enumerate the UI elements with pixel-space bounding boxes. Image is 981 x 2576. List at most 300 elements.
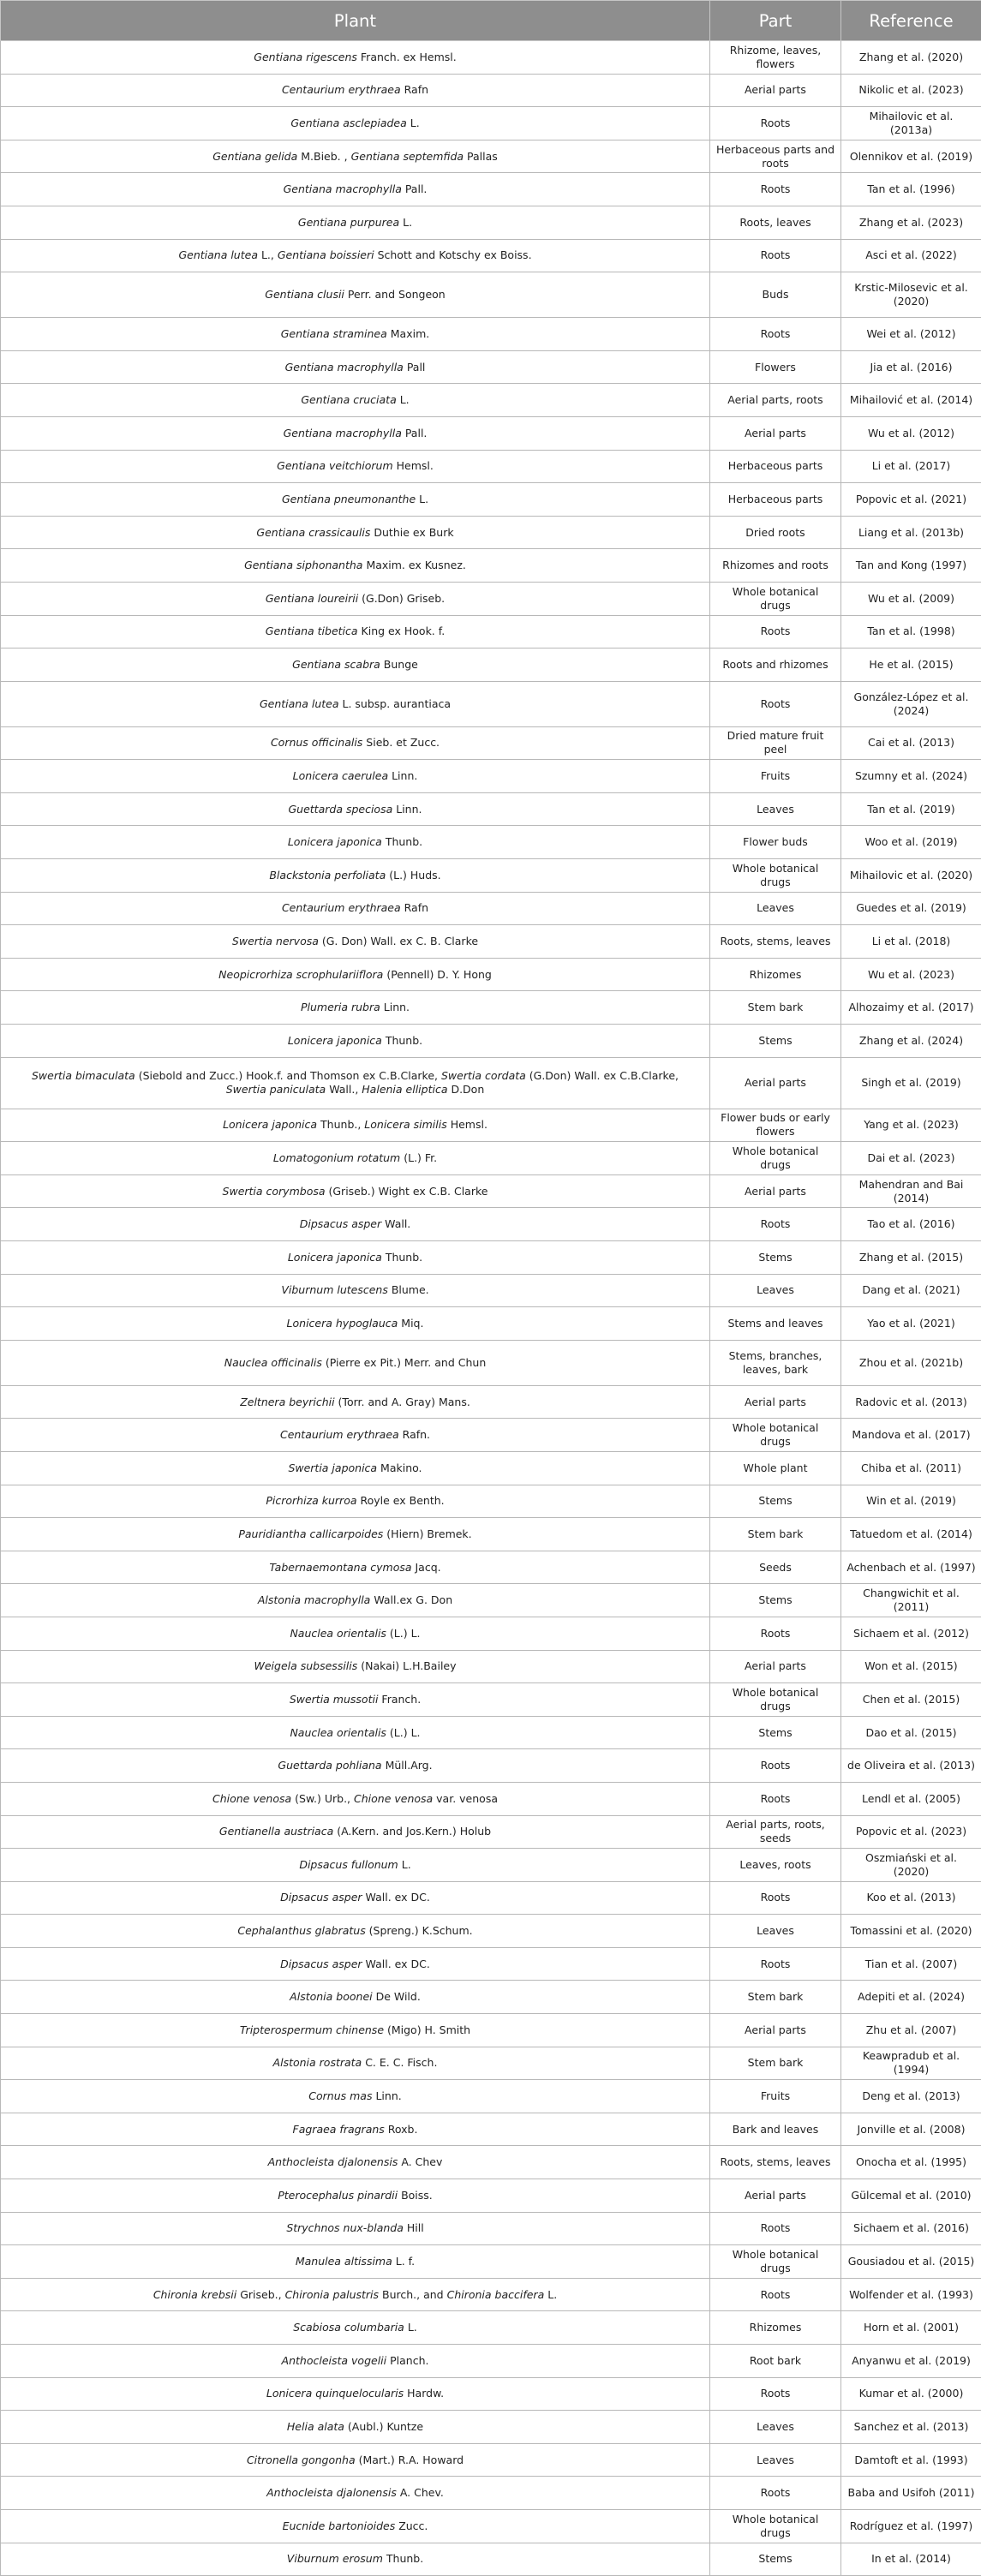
part-cell: Fruits xyxy=(710,760,841,793)
plant-cell: Cornus officinalis Sieb. et Zucc. xyxy=(1,726,710,760)
part-cell: Stems, branches, leaves, bark xyxy=(710,1340,841,1385)
part-cell: Roots xyxy=(710,1947,841,1981)
part-cell: Roots xyxy=(710,1617,841,1650)
part-cell: Flower buds or early flowers xyxy=(710,1109,841,1142)
reference-cell: Wu et al. (2009) xyxy=(841,582,981,615)
reference-cell: In et al. (2014) xyxy=(841,2543,981,2576)
table-row xyxy=(1,1915,981,1948)
table-row xyxy=(1,1057,981,1109)
table-row xyxy=(1,239,981,272)
part-cell: Aerial parts xyxy=(710,2014,841,2047)
reference-cell: Gülcemal et al. (2010) xyxy=(841,2179,981,2213)
reference-cell: Lendl et al. (2005) xyxy=(841,1782,981,1815)
reference-cell: Mihailovic et al. (2013a) xyxy=(841,107,981,140)
table-row xyxy=(1,1419,981,1452)
table-row xyxy=(1,681,981,726)
plant-cell: Gentiana pneumonanthe L. xyxy=(1,483,710,517)
reference-cell: He et al. (2015) xyxy=(841,648,981,682)
part-cell: Roots xyxy=(710,107,841,140)
table-row xyxy=(1,416,981,450)
part-cell: Aerial parts xyxy=(710,74,841,107)
reference-cell: Horn et al. (2001) xyxy=(841,2311,981,2345)
table-row xyxy=(1,41,981,75)
table-row xyxy=(1,1981,981,2014)
plant-cell: Gentiana clusii Perr. and Songeon xyxy=(1,272,710,318)
table-row xyxy=(1,1307,981,1341)
table-row xyxy=(1,318,981,351)
plant-cell: Pauridiantha callicarpoides (Hiern) Bremek. xyxy=(1,1518,710,1551)
reference-cell: de Oliveira et al. (2013) xyxy=(841,1749,981,1783)
column-header-part: Part xyxy=(710,1,841,41)
part-cell: Roots xyxy=(710,2377,841,2411)
part-cell: Stem bark xyxy=(710,991,841,1025)
reference-cell: Tan et al. (2019) xyxy=(841,792,981,826)
part-cell: Stems xyxy=(710,1241,841,1275)
table-row xyxy=(1,1025,981,1058)
part-cell: Leaves, roots xyxy=(710,1849,841,1882)
table-row xyxy=(1,925,981,959)
table-row xyxy=(1,2245,981,2279)
table-row xyxy=(1,2212,981,2245)
plant-cell: Anthocleista djalonensis A. Chev xyxy=(1,2146,710,2179)
plant-cell: Gentiana crassicaulis Duthie ex Burk xyxy=(1,516,710,549)
plant-cell: Lonicera japonica Thunb. xyxy=(1,1025,710,1058)
table-row xyxy=(1,2113,981,2146)
plant-cell: Gentiana straminea Maxim. xyxy=(1,318,710,351)
reference-cell: Yao et al. (2021) xyxy=(841,1307,981,1341)
reference-cell: Olennikov et al. (2019) xyxy=(841,140,981,173)
reference-cell: Li et al. (2017) xyxy=(841,450,981,483)
table-row xyxy=(1,1551,981,1584)
table-row xyxy=(1,1947,981,1981)
part-cell: Aerial parts xyxy=(710,1385,841,1419)
reference-cell: Tan et al. (1996) xyxy=(841,173,981,206)
table-row xyxy=(1,1241,981,1275)
plant-cell: Gentiana gelida M.Bieb. , Gentiana septemfida Pallas xyxy=(1,140,710,173)
plant-cell: Strychnos nux-blanda Hill xyxy=(1,2212,710,2245)
plant-cell: Weigela subsessilis (Nakai) L.H.Bailey xyxy=(1,1650,710,1683)
table-row xyxy=(1,384,981,417)
part-cell: Whole botanical drugs xyxy=(710,2509,841,2543)
part-cell: Whole botanical drugs xyxy=(710,1142,841,1175)
reference-cell: Cai et al. (2013) xyxy=(841,726,981,760)
reference-cell: Sanchez et al. (2013) xyxy=(841,2411,981,2444)
plant-cell: Gentiana lutea L., Gentiana boissieri Schott and Kotschy ex Boiss. xyxy=(1,239,710,272)
reference-cell: Baba and Usifoh (2011) xyxy=(841,2477,981,2510)
table-row xyxy=(1,1716,981,1749)
plant-cell: Lonicera japonica Thunb. xyxy=(1,826,710,859)
table-row xyxy=(1,1584,981,1617)
plant-cell: Viburnum erosum Thunb. xyxy=(1,2543,710,2576)
plant-cell: Dipsacus fullonum L. xyxy=(1,1849,710,1882)
table-row xyxy=(1,2477,981,2510)
table-row xyxy=(1,2080,981,2113)
reference-cell: Mihailović et al. (2014) xyxy=(841,384,981,417)
plant-cell: Fagraea fragrans Roxb. xyxy=(1,2113,710,2146)
table-row xyxy=(1,991,981,1025)
plant-cell: Plumeria rubra Linn. xyxy=(1,991,710,1025)
column-header-reference: Reference xyxy=(841,1,981,41)
plant-cell: Cornus mas Linn. xyxy=(1,2080,710,2113)
reference-cell: Zhu et al. (2007) xyxy=(841,2014,981,2047)
table-row xyxy=(1,2014,981,2047)
part-cell: Rhizome, leaves, flowers xyxy=(710,41,841,75)
reference-cell: Mandova et al. (2017) xyxy=(841,1419,981,1452)
part-cell: Roots, stems, leaves xyxy=(710,2146,841,2179)
reference-cell: Yang et al. (2023) xyxy=(841,1109,981,1142)
plant-cell: Dipsacus asper Wall. xyxy=(1,1208,710,1241)
reference-cell: Guedes et al. (2019) xyxy=(841,892,981,925)
part-cell: Stem bark xyxy=(710,1518,841,1551)
plant-cell: Gentianella austriaca (A.Kern. and Jos.Kern.) Holub xyxy=(1,1815,710,1849)
table-row xyxy=(1,516,981,549)
table-row xyxy=(1,2311,981,2345)
table-row xyxy=(1,859,981,893)
table-row xyxy=(1,2047,981,2080)
table-row xyxy=(1,1782,981,1815)
reference-cell: Sichaem et al. (2016) xyxy=(841,2212,981,2245)
reference-cell: Tao et al. (2016) xyxy=(841,1208,981,1241)
plant-cell: Lonicera japonica Thunb. xyxy=(1,1241,710,1275)
reference-cell: Tian et al. (2007) xyxy=(841,1947,981,1981)
plant-cell: Guettarda pohliana Müll.Arg. xyxy=(1,1749,710,1783)
table-row xyxy=(1,173,981,206)
table-row xyxy=(1,582,981,615)
reference-cell: Woo et al. (2019) xyxy=(841,826,981,859)
part-cell: Stem bark xyxy=(710,2047,841,2080)
reference-cell: Wu et al. (2012) xyxy=(841,416,981,450)
reference-cell: Liang et al. (2013b) xyxy=(841,516,981,549)
part-cell: Roots and rhizomes xyxy=(710,648,841,682)
table-row xyxy=(1,1849,981,1882)
plant-cell: Zeltnera beyrichii (Torr. and A. Gray) Mans. xyxy=(1,1385,710,1419)
reference-cell: Wu et al. (2023) xyxy=(841,958,981,991)
plant-cell: Swertia mussotii Franch. xyxy=(1,1683,710,1717)
plant-cell: Alstonia rostrata C. E. C. Fisch. xyxy=(1,2047,710,2080)
table-row xyxy=(1,1142,981,1175)
table-row xyxy=(1,272,981,318)
part-cell: Roots xyxy=(710,2212,841,2245)
table-row xyxy=(1,350,981,384)
plant-cell: Alstonia boonei De Wild. xyxy=(1,1981,710,2014)
part-cell: Rhizomes xyxy=(710,958,841,991)
plant-cell: Nauclea officinalis (Pierre ex Pit.) Merr. and Chun xyxy=(1,1340,710,1385)
reference-cell: Chen et al. (2015) xyxy=(841,1683,981,1717)
part-cell: Aerial parts xyxy=(710,2179,841,2213)
reference-cell: Won et al. (2015) xyxy=(841,1650,981,1683)
table-row xyxy=(1,615,981,648)
table-row xyxy=(1,2146,981,2179)
table-row xyxy=(1,792,981,826)
table-row xyxy=(1,140,981,173)
table-row xyxy=(1,1340,981,1385)
plant-cell: Guettarda speciosa Linn. xyxy=(1,792,710,826)
table-row xyxy=(1,206,981,239)
reference-cell: Deng et al. (2013) xyxy=(841,2080,981,2113)
reference-cell: Jonville et al. (2008) xyxy=(841,2113,981,2146)
plant-cell: Picrorhiza kurroa Royle ex Benth. xyxy=(1,1485,710,1518)
reference-cell: Wolfender et al. (1993) xyxy=(841,2278,981,2311)
plant-cell: Scabiosa columbaria L. xyxy=(1,2311,710,2345)
part-cell: Seeds xyxy=(710,1551,841,1584)
table-row xyxy=(1,826,981,859)
reference-cell: Onocha et al. (1995) xyxy=(841,2146,981,2179)
part-cell: Fruits xyxy=(710,2080,841,2113)
plant-cell: Cephalanthus glabratus (Spreng.) K.Schum. xyxy=(1,1915,710,1948)
part-cell: Dried mature fruit peel xyxy=(710,726,841,760)
part-cell: Stems xyxy=(710,1025,841,1058)
plant-cell: Nauclea orientalis (L.) L. xyxy=(1,1716,710,1749)
table-row xyxy=(1,648,981,682)
plant-cell: Gentiana macrophylla Pall. xyxy=(1,416,710,450)
plant-cell: Lonicera caerulea Linn. xyxy=(1,760,710,793)
reference-cell: Zhang et al. (2015) xyxy=(841,1241,981,1275)
reference-cell: Tomassini et al. (2020) xyxy=(841,1915,981,1948)
plant-cell: Gentiana tibetica King ex Hook. f. xyxy=(1,615,710,648)
plant-cell: Dipsacus asper Wall. ex DC. xyxy=(1,1947,710,1981)
table-row xyxy=(1,760,981,793)
plant-cell: Anthocleista djalonensis A. Chev. xyxy=(1,2477,710,2510)
part-cell: Dried roots xyxy=(710,516,841,549)
table-row xyxy=(1,2179,981,2213)
table-row xyxy=(1,1385,981,1419)
part-cell: Roots xyxy=(710,2477,841,2510)
table-row xyxy=(1,74,981,107)
plant-cell: Tabernaemontana cymosa Jacq. xyxy=(1,1551,710,1584)
reference-cell: Win et al. (2019) xyxy=(841,1485,981,1518)
part-cell: Roots, stems, leaves xyxy=(710,925,841,959)
part-cell: Leaves xyxy=(710,792,841,826)
reference-cell: Asci et al. (2022) xyxy=(841,239,981,272)
plant-cell: Manulea altissima L. f. xyxy=(1,2245,710,2279)
part-cell: Rhizomes xyxy=(710,2311,841,2345)
table-row xyxy=(1,1617,981,1650)
part-cell: Whole botanical drugs xyxy=(710,582,841,615)
plant-cell: Anthocleista vogelii Planch. xyxy=(1,2345,710,2378)
table-row xyxy=(1,2345,981,2378)
part-cell: Herbaceous parts xyxy=(710,450,841,483)
plant-cell: Gentiana asclepiadea L. xyxy=(1,107,710,140)
part-cell: Leaves xyxy=(710,2443,841,2477)
reference-cell: Dang et al. (2021) xyxy=(841,1274,981,1307)
part-cell: Aerial parts, roots, seeds xyxy=(710,1815,841,1849)
reference-cell: Rodríguez et al. (1997) xyxy=(841,2509,981,2543)
reference-cell: Zhang et al. (2023) xyxy=(841,206,981,239)
table-row xyxy=(1,1683,981,1717)
plant-cell: Blackstonia perfoliata (L.) Huds. xyxy=(1,859,710,893)
table-row xyxy=(1,958,981,991)
reference-cell: Popovic et al. (2023) xyxy=(841,1815,981,1849)
part-cell: Stems xyxy=(710,1485,841,1518)
reference-cell: Zhang et al. (2020) xyxy=(841,41,981,75)
reference-cell: Koo et al. (2013) xyxy=(841,1881,981,1915)
part-cell: Aerial parts xyxy=(710,1650,841,1683)
reference-cell: Krstic-Milosevic et al. (2020) xyxy=(841,272,981,318)
reference-cell: Keawpradub et al. (1994) xyxy=(841,2047,981,2080)
reference-cell: Chiba et al. (2011) xyxy=(841,1451,981,1485)
reference-cell: Achenbach et al. (1997) xyxy=(841,1551,981,1584)
plant-cell: Nauclea orientalis (L.) L. xyxy=(1,1617,710,1650)
plant-cell: Gentiana scabra Bunge xyxy=(1,648,710,682)
table-row xyxy=(1,107,981,140)
part-cell: Whole botanical drugs xyxy=(710,1683,841,1717)
plant-cell: Tripterospermum chinense (Migo) H. Smith xyxy=(1,2014,710,2047)
part-cell: Roots xyxy=(710,1208,841,1241)
reference-cell: Singh et al. (2019) xyxy=(841,1057,981,1109)
reference-cell: Changwichit et al. (2011) xyxy=(841,1584,981,1617)
plant-cell: Helia alata (Aubl.) Kuntze xyxy=(1,2411,710,2444)
table-row xyxy=(1,1451,981,1485)
table-body xyxy=(1,41,981,2576)
plant-cell: Pterocephalus pinardii Boiss. xyxy=(1,2179,710,2213)
part-cell: Root bark xyxy=(710,2345,841,2378)
table-row xyxy=(1,450,981,483)
reference-cell: Radovic et al. (2013) xyxy=(841,1385,981,1419)
part-cell: Stems xyxy=(710,2543,841,2576)
plant-cell: Swertia nervosa (G. Don) Wall. ex C. B. Clarke xyxy=(1,925,710,959)
plant-cell: Chione venosa (Sw.) Urb., Chione venosa var. venosa xyxy=(1,1782,710,1815)
plant-cell: Swertia bimaculata (Siebold and Zucc.) Hook.f. and Thomson ex C.B.Clarke, Swertia cordata (G.Don) Wall. ex C.B.Clarke, Swertia paniculata Wall., Halenia elliptica D.Don xyxy=(1,1057,710,1109)
table-row xyxy=(1,1749,981,1783)
part-cell: Roots xyxy=(710,173,841,206)
plant-cell: Centaurium erythraea Rafn. xyxy=(1,1419,710,1452)
reference-cell: Szumny et al. (2024) xyxy=(841,760,981,793)
reference-cell: Damtoft et al. (1993) xyxy=(841,2443,981,2477)
part-cell: Whole plant xyxy=(710,1451,841,1485)
part-cell: Whole botanical drugs xyxy=(710,2245,841,2279)
column-header-plant: Plant xyxy=(1,1,710,41)
reference-cell: Oszmiański et al. (2020) xyxy=(841,1849,981,1882)
plant-cell: Lonicera quinquelocularis Hardw. xyxy=(1,2377,710,2411)
table-row xyxy=(1,2278,981,2311)
part-cell: Rhizomes and roots xyxy=(710,549,841,583)
table-header-row xyxy=(1,1,981,41)
part-cell: Aerial parts xyxy=(710,416,841,450)
plant-cell: Dipsacus asper Wall. ex DC. xyxy=(1,1881,710,1915)
table-row xyxy=(1,2377,981,2411)
reference-cell: Tan et al. (1998) xyxy=(841,615,981,648)
plant-cell: Gentiana loureirii (G.Don) Griseb. xyxy=(1,582,710,615)
table-row xyxy=(1,483,981,517)
part-cell: Herbaceous parts and roots xyxy=(710,140,841,173)
table-row xyxy=(1,1274,981,1307)
part-cell: Flower buds xyxy=(710,826,841,859)
part-cell: Roots xyxy=(710,681,841,726)
reference-cell: Dao et al. (2015) xyxy=(841,1716,981,1749)
plant-cell: Lomatogonium rotatum (L.) Fr. xyxy=(1,1142,710,1175)
reference-cell: Nikolic et al. (2023) xyxy=(841,74,981,107)
plant-cell: Alstonia macrophylla Wall.ex G. Don xyxy=(1,1584,710,1617)
reference-cell: Mihailovic et al. (2020) xyxy=(841,859,981,893)
part-cell: Aerial parts xyxy=(710,1174,841,1208)
part-cell: Leaves xyxy=(710,1915,841,1948)
table-row xyxy=(1,2543,981,2576)
table-row xyxy=(1,1109,981,1142)
part-cell: Roots xyxy=(710,615,841,648)
part-cell: Roots xyxy=(710,1749,841,1783)
reference-cell: Anyanwu et al. (2019) xyxy=(841,2345,981,2378)
part-cell: Aerial parts xyxy=(710,1057,841,1109)
plant-cell: Lonicera hypoglauca Miq. xyxy=(1,1307,710,1341)
table-row xyxy=(1,726,981,760)
part-cell: Buds xyxy=(710,272,841,318)
reference-cell: Zhang et al. (2024) xyxy=(841,1025,981,1058)
table-row xyxy=(1,892,981,925)
reference-cell: Dai et al. (2023) xyxy=(841,1142,981,1175)
reference-cell: Li et al. (2018) xyxy=(841,925,981,959)
reference-cell: Jia et al. (2016) xyxy=(841,350,981,384)
part-cell: Stems xyxy=(710,1584,841,1617)
table-row xyxy=(1,1208,981,1241)
plant-cell: Gentiana macrophylla Pall. xyxy=(1,173,710,206)
plant-cell: Gentiana siphonantha Maxim. ex Kusnez. xyxy=(1,549,710,583)
part-cell: Roots xyxy=(710,239,841,272)
plant-cell: Swertia corymbosa (Griseb.) Wight ex C.B. Clarke xyxy=(1,1174,710,1208)
part-cell: Aerial parts, roots xyxy=(710,384,841,417)
table-row xyxy=(1,549,981,583)
plant-cell: Gentiana macrophylla Pall xyxy=(1,350,710,384)
table-row xyxy=(1,1518,981,1551)
plant-cell: Centaurium erythraea Rafn xyxy=(1,892,710,925)
table-row xyxy=(1,1881,981,1915)
plant-cell: Citronella gongonha (Mart.) R.A. Howard xyxy=(1,2443,710,2477)
part-cell: Leaves xyxy=(710,892,841,925)
reference-cell: Wei et al. (2012) xyxy=(841,318,981,351)
reference-cell: Gousiadou et al. (2015) xyxy=(841,2245,981,2279)
reference-cell: Popovic et al. (2021) xyxy=(841,483,981,517)
plant-cell: Gentiana rigescens Franch. ex Hemsl. xyxy=(1,41,710,75)
plant-cell: Neopicrorhiza scrophulariiflora (Pennell) D. Y. Hong xyxy=(1,958,710,991)
part-cell: Flowers xyxy=(710,350,841,384)
reference-cell: Mahendran and Bai (2014) xyxy=(841,1174,981,1208)
part-cell: Roots xyxy=(710,318,841,351)
part-cell: Whole botanical drugs xyxy=(710,859,841,893)
plant-cell: Swertia japonica Makino. xyxy=(1,1451,710,1485)
part-cell: Leaves xyxy=(710,2411,841,2444)
table-row xyxy=(1,2411,981,2444)
plant-cell: Gentiana lutea L. subsp. aurantiaca xyxy=(1,681,710,726)
table-row xyxy=(1,2443,981,2477)
part-cell: Stems and leaves xyxy=(710,1307,841,1341)
reference-cell: Tan and Kong (1997) xyxy=(841,549,981,583)
plant-cell: Gentiana cruciata L. xyxy=(1,384,710,417)
part-cell: Stem bark xyxy=(710,1981,841,2014)
reference-cell: Kumar et al. (2000) xyxy=(841,2377,981,2411)
reference-cell: Sichaem et al. (2012) xyxy=(841,1617,981,1650)
table-row xyxy=(1,1485,981,1518)
reference-cell: Tatuedom et al. (2014) xyxy=(841,1518,981,1551)
table-row xyxy=(1,2509,981,2543)
part-cell: Roots xyxy=(710,2278,841,2311)
part-cell: Stems xyxy=(710,1716,841,1749)
reference-cell: Alhozaimy et al. (2017) xyxy=(841,991,981,1025)
part-cell: Leaves xyxy=(710,1274,841,1307)
part-cell: Herbaceous parts xyxy=(710,483,841,517)
reference-cell: González-López et al. (2024) xyxy=(841,681,981,726)
part-cell: Roots xyxy=(710,1782,841,1815)
plant-cell: Centaurium erythraea Rafn xyxy=(1,74,710,107)
part-cell: Roots xyxy=(710,1881,841,1915)
part-cell: Bark and leaves xyxy=(710,2113,841,2146)
plant-cell: Gentiana purpurea L. xyxy=(1,206,710,239)
reference-cell: Adepiti et al. (2024) xyxy=(841,1981,981,2014)
reference-cell: Zhou et al. (2021b) xyxy=(841,1340,981,1385)
plant-cell: Gentiana veitchiorum Hemsl. xyxy=(1,450,710,483)
part-cell: Roots, leaves xyxy=(710,206,841,239)
plant-cell: Lonicera japonica Thunb., Lonicera similis Hemsl. xyxy=(1,1109,710,1142)
plant-cell: Chironia krebsii Griseb., Chironia palustris Burch., and Chironia baccifera L. xyxy=(1,2278,710,2311)
table-row xyxy=(1,1174,981,1208)
